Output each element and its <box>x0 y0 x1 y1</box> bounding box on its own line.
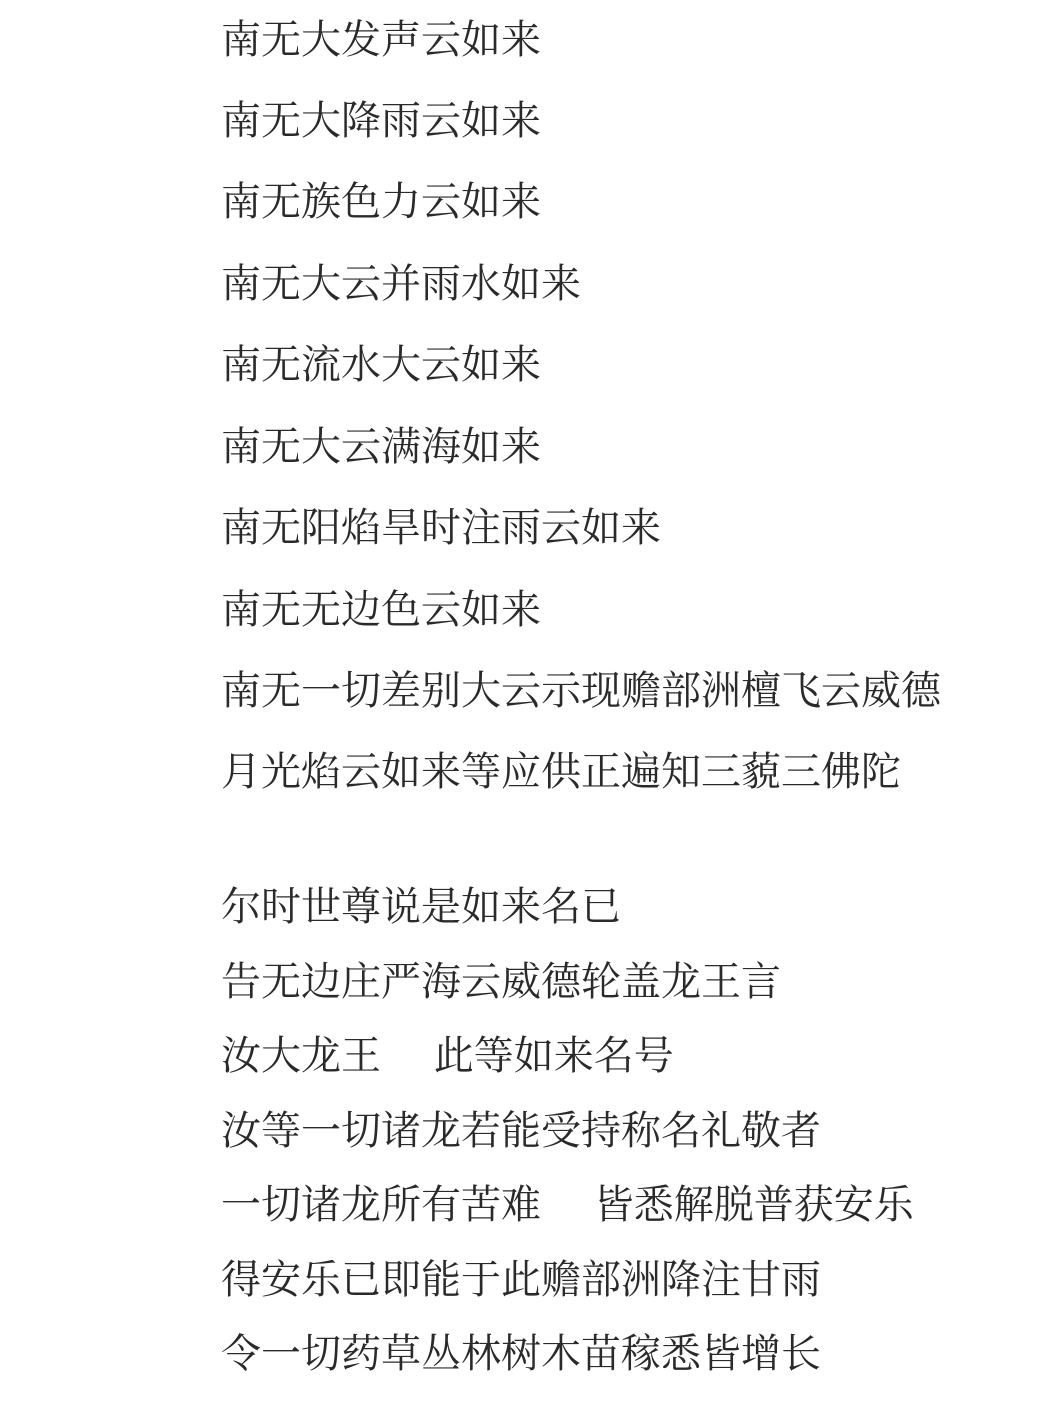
text-line: 汝等一切诸龙若能受持称名礼敬者 <box>221 1108 821 1154</box>
text-line: 南无大云满海如来 <box>221 424 541 470</box>
text-line: 令一切药草丛林树木苗稼悉皆增长 <box>221 1331 821 1377</box>
text-line: 南无大发声云如来 <box>221 17 541 63</box>
text-line: 告无边庄严海云威德轮盖龙王言 <box>221 959 781 1005</box>
text-line: 汝大龙王 此等如来名号 <box>221 1033 674 1079</box>
text-line: 得安乐已即能于此赡部洲降注甘雨 <box>221 1257 821 1303</box>
text-line: 南无大降雨云如来 <box>221 98 541 144</box>
text-line: 月光焰云如来等应供正遍知三藐三佛陀 <box>221 749 901 795</box>
text-line: 南无流水大云如来 <box>221 342 541 388</box>
text-line: 南无族色力云如来 <box>221 179 541 225</box>
text-line: 南无无边色云如来 <box>221 587 541 633</box>
text-line: 一切诸龙所有苦难 皆悉解脱普获安乐 <box>221 1182 914 1228</box>
text-line: 南无阳焰旱时注雨云如来 <box>221 505 661 551</box>
text-line: 尔时世尊说是如来名已 <box>221 884 621 930</box>
text-line: 南无一切差别大云示现赡部洲檀飞云威德 <box>221 668 941 714</box>
text-line: 南无大云并雨水如来 <box>221 261 581 307</box>
